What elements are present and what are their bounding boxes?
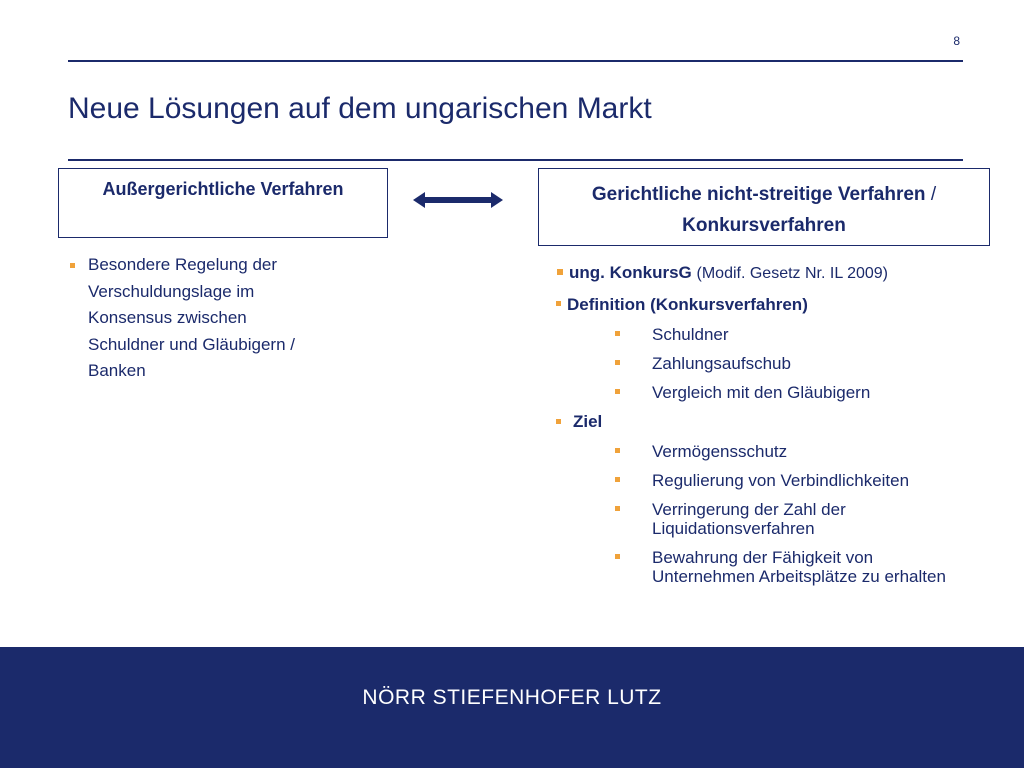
- out-of-court-box: [58, 168, 388, 238]
- list-subitem: Schuldner: [652, 325, 729, 344]
- bullet-marker: [615, 360, 620, 365]
- list-subitem: Zahlungsaufschub: [652, 354, 791, 373]
- bullet-marker: [70, 263, 75, 268]
- bullet-marker: [615, 477, 620, 482]
- bullet-marker: [615, 448, 620, 453]
- footer-band: [0, 647, 1024, 768]
- title-divider: [68, 159, 963, 161]
- double-headed-arrow-icon: [413, 190, 503, 210]
- list-subitem: Vergleich mit den Gläubigern: [652, 383, 871, 402]
- out-of-court-description: Besondere Regelung der Verschuldungslage im Konsensus zwischen Schuldner und Gläubigern / Banken: [88, 255, 295, 380]
- court-procedure-heading-separator: /: [925, 184, 937, 205]
- bullet-marker: [615, 554, 620, 559]
- court-procedure-heading-main: Gerichtliche nicht-streitige Verfahren: [591, 184, 926, 205]
- slide-title: Neue Lösungen auf dem ungarischen Markt: [68, 92, 652, 125]
- list-subitem: Verringerung der Zahl der Liquidationsverfahren: [652, 500, 846, 538]
- bullet-marker: [556, 301, 561, 306]
- list-subitem: Vermögensschutz: [652, 442, 788, 461]
- court-procedure-heading: [539, 179, 989, 241]
- court-procedure-box: [538, 168, 990, 246]
- out-of-court-heading: Außergerichtliche Verfahren: [102, 179, 344, 199]
- list-item-label: ung. KonkursG: [569, 263, 692, 282]
- bullet-marker: [556, 419, 561, 424]
- bullet-marker: [615, 389, 620, 394]
- bullet-marker: [615, 331, 620, 336]
- list-item-label: Definition (Konkursverfahren): [567, 295, 808, 314]
- list-item-note: (Modif. Gesetz Nr. IL 2009): [696, 265, 888, 282]
- top-divider: [68, 60, 963, 62]
- court-procedure-heading-line2: Konkursverfahren: [682, 215, 846, 236]
- bullet-marker: [557, 269, 563, 275]
- company-logo-text: NÖRR STIEFENHOFER LUTZ: [362, 686, 662, 709]
- list-subitem: Bewahrung der Fähigkeit von Unternehmen Arbeitsplätze zu erhalten: [652, 548, 946, 586]
- list-item-label: Ziel: [573, 412, 603, 431]
- bullet-marker: [615, 506, 620, 511]
- page-number: 8: [953, 34, 960, 48]
- list-item: [569, 263, 888, 283]
- list-subitem: Regulierung von Verbindlichkeiten: [652, 471, 910, 490]
